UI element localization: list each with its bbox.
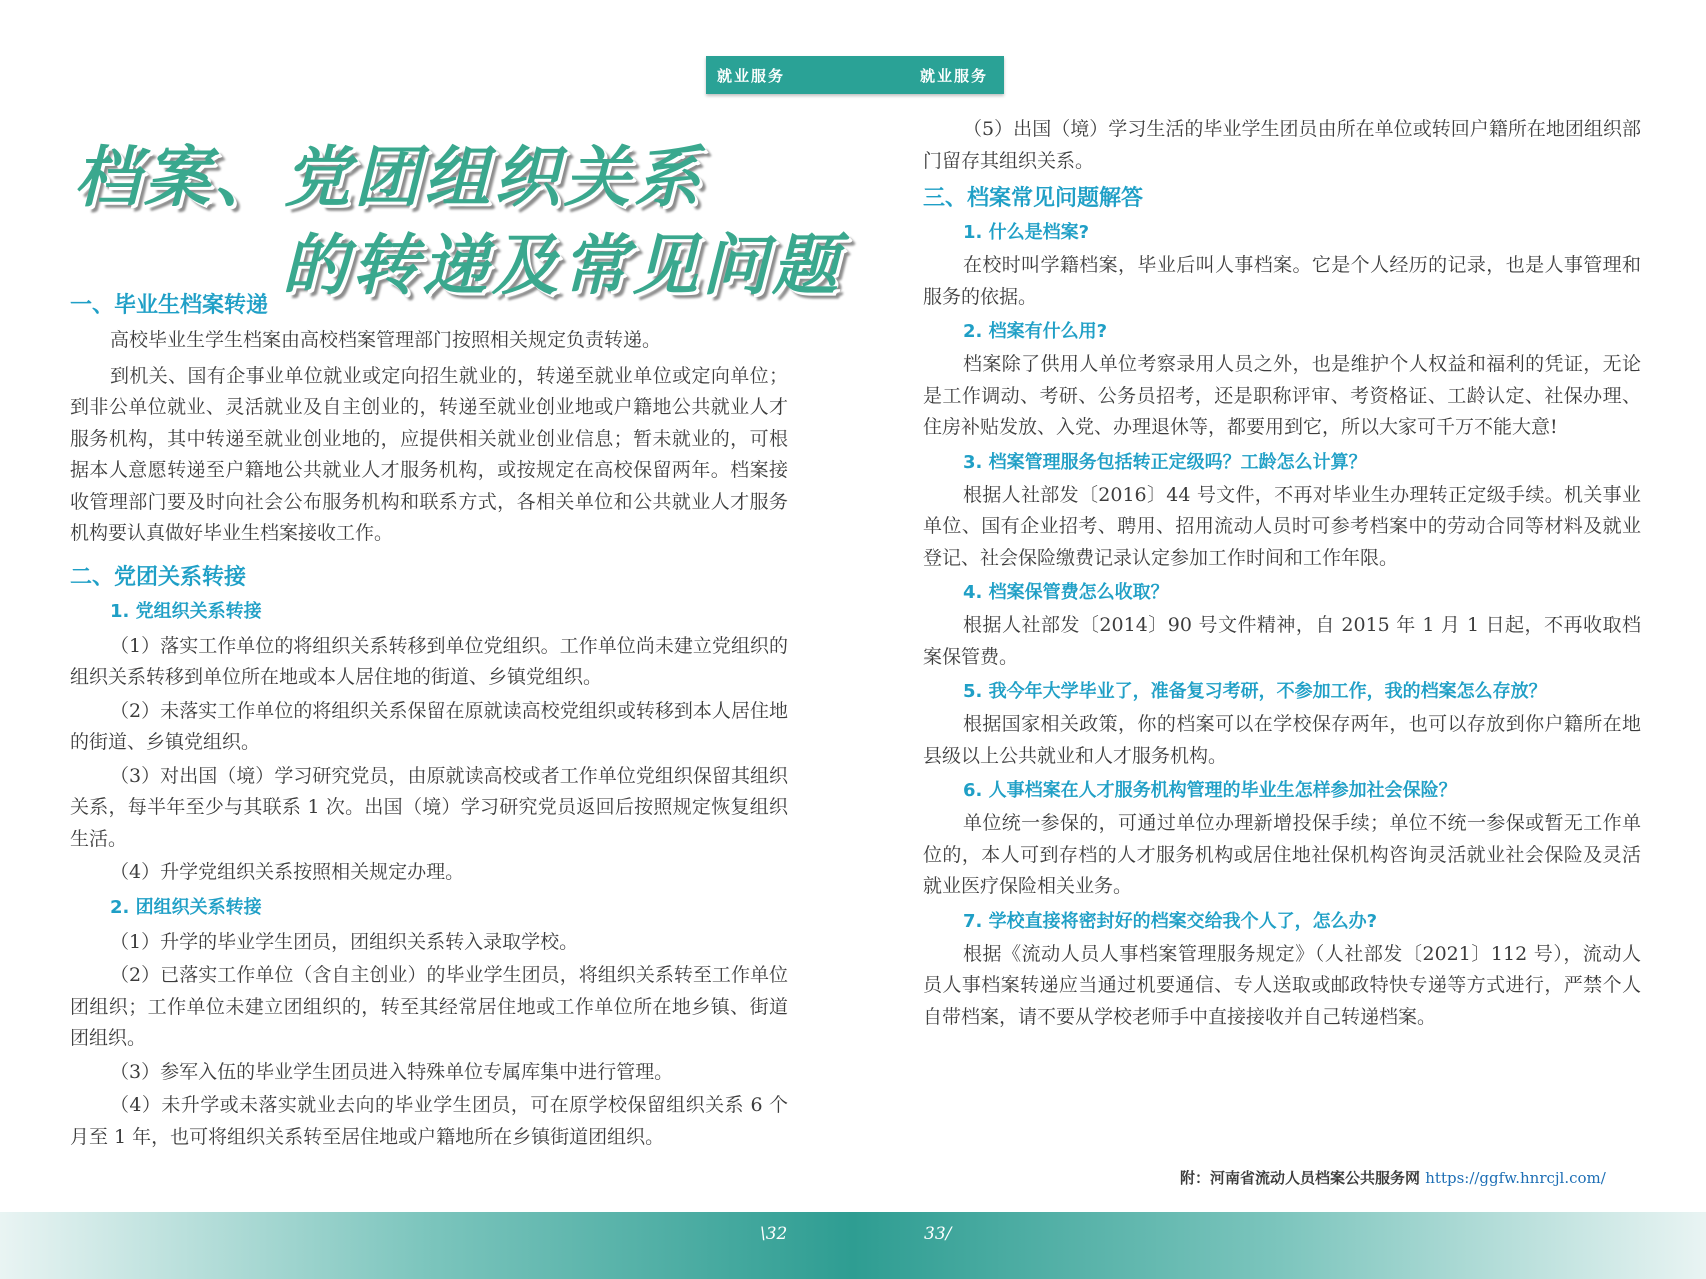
header-left-label: 就业服务 (717, 67, 786, 85)
faq-answer: 在校时叫学籍档案，毕业后叫人事档案。它是个人经历的记录，也是人事管理和服务的依据。 (923, 254, 1641, 308)
paragraph: 到机关、国有企事业单位就业或定向招生就业的，转递至就业单位或定向单位；到非公单位就业、灵活就业及自主创业的，转递至就业创业地或户籍地公共就业人才服务机构，其中转递至就业创业地的，应提供相关就业创业信息；暂未就业的，可根据本人意愿转递至户籍地公共就业人才服务机构，或按规定在高校保留两年。档案接收管理部门要及时向社会公布服务机构和联系方式，各相关单位和公共就业人才服务机构要认真做好毕业生档案接收工作。 (70, 364, 788, 544)
subheading-league: 2. 团组织关系转接 (110, 896, 262, 918)
paragraph: （4）未升学或未落实就业去向的毕业学生团员，可在原学校保留组织关系 6 个月至 1 年，也可将组织关系转至居住地或户籍地所在乡镇街道团组织。 (70, 1094, 788, 1148)
faq-answer: 根据《流动人员人事档案管理服务规定》（人社部发〔2021〕112 号），流动人员人事档案转递应当通过机要通信、专人送取或邮政特快专递等方式进行，严禁个人自带档案，请不要从学校老师手中直接接收并自己转递档案。 (923, 942, 1641, 1028)
faq-question: 3. 档案管理服务包括转正定级吗？工龄怎么计算？ (963, 451, 1367, 473)
faq-question: 4. 档案保管费怎么收取？ (963, 582, 1169, 603)
section-header-bar (706, 56, 1004, 94)
faq-answer: 根据人社部发〔2014〕90 号文件精神，自 2015 年 1 月 1 日起，不再收取档案保管费。 (923, 614, 1641, 668)
left-column (70, 288, 788, 1153)
footer-note-label: 附：河南省流动人员档案公共服务网 (1180, 1169, 1421, 1187)
page-title-line1: 档案、党团组织关系 (74, 139, 704, 216)
paragraph: （4）升学党组织关系按照相关规定办理。 (110, 861, 465, 883)
page-number-right: 33/ (924, 1224, 952, 1244)
faq-question: 1. 什么是档案? (963, 222, 1090, 243)
right-column (923, 114, 1641, 1033)
faq-answer: 根据人社部发〔2016〕44 号文件，不再对毕业生办理转正定级手续。机关事业单位、国有企业招考、聘用、招用流动人员时可参考档案中的劳动合同等材料及就业登记、社会保险缴费记录认定参加工作时间和工作年限。 (923, 483, 1641, 569)
faq-question: 7. 学校直接将密封好的档案交给我个人了，怎么办? (963, 910, 1378, 932)
paragraph: （3）对出国（境）学习研究党员，由原就读高校或者工作单位党组织保留其组织关系，每半年至少与其联系 1 次。出国（境）学习研究党员返回后按照规定恢复组织生活。 (70, 764, 788, 850)
section-heading-faq: 三、档案常见问题解答 (923, 186, 1144, 211)
paragraph: （1）落实工作单位的将组织关系转移到单位党组织。工作单位尚未建立党组织的组织关系转移到单位所在地或本人居住地的街道、乡镇党组织。 (70, 634, 788, 688)
paragraph: （2）已落实工作单位（含自主创业）的毕业学生团员，将组织关系转至工作单位团组织；工作单位未建立团组织的，转至其经常居住地或工作单位所在地乡镇、街道团组织。 (70, 964, 788, 1049)
footer-website-link[interactable]: https://ggfw.hnrcjl.com/ (1425, 1169, 1606, 1187)
page-number-left: \32 (760, 1224, 788, 1244)
paragraph: （3）参军入伍的毕业学生团员进入特殊单位专属库集中进行管理。 (110, 1060, 674, 1083)
paragraph: （1）升学的毕业学生团员，团组织关系转入录取学校。 (110, 930, 579, 953)
footer-note (1180, 1167, 1606, 1188)
paragraph: （2）未落实工作单位的将组织关系保留在原就读高校党组织或转移到本人居住地的街道、乡镇党组织。 (70, 699, 788, 753)
faq-answer: 档案除了供用人单位考察录用人员之外，也是维护个人权益和福利的凭证，无论是工作调动、考研、公务员招考，还是职称评审、考资格证、工龄认定、社保办理、住房补贴发放、入党、办理退休等，都要用到它，所以大家可千万不能大意! (923, 353, 1641, 438)
section-heading-archive-transfer: 一、毕业生档案转递 (70, 293, 269, 318)
page-title-line2: 的转递及常见问题 (282, 227, 842, 304)
section-heading-party-league: 二、党团关系转接 (70, 564, 247, 590)
paragraph: 高校毕业生学生档案由高校档案管理部门按照相关规定负责转递。 (110, 329, 662, 351)
subheading-party: 1. 党组织关系转接 (110, 600, 262, 622)
faq-question: 6. 人事档案在人才服务机构管理的毕业生怎样参加社会保险？ (963, 780, 1457, 801)
paragraph: （5）出国（境）学习生活的毕业学生团员由所在单位或转回户籍所在地团组织部门留存其组织关系。 (923, 118, 1641, 172)
faq-answer: 根据国家相关政策，你的档案可以在学校保存两年，也可以存放到你户籍所在地县级以上公共就业和人才服务机构。 (923, 713, 1641, 767)
faq-question: 2. 档案有什么用? (963, 321, 1108, 342)
bottom-decorative-band (0, 1212, 1706, 1279)
faq-question: 5. 我今年大学毕业了，准备复习考研，不参加工作，我的档案怎么存放？ (963, 681, 1547, 702)
header-right-label: 就业服务 (920, 67, 989, 85)
faq-answer: 单位统一参保的，可通过单位办理新增投保手续；单位不统一参保或暂无工作单位的，本人可到存档的人才服务机构或居住地社保机构咨询灵活就业社会保险及灵活就业医疗保险相关业务。 (923, 812, 1641, 897)
